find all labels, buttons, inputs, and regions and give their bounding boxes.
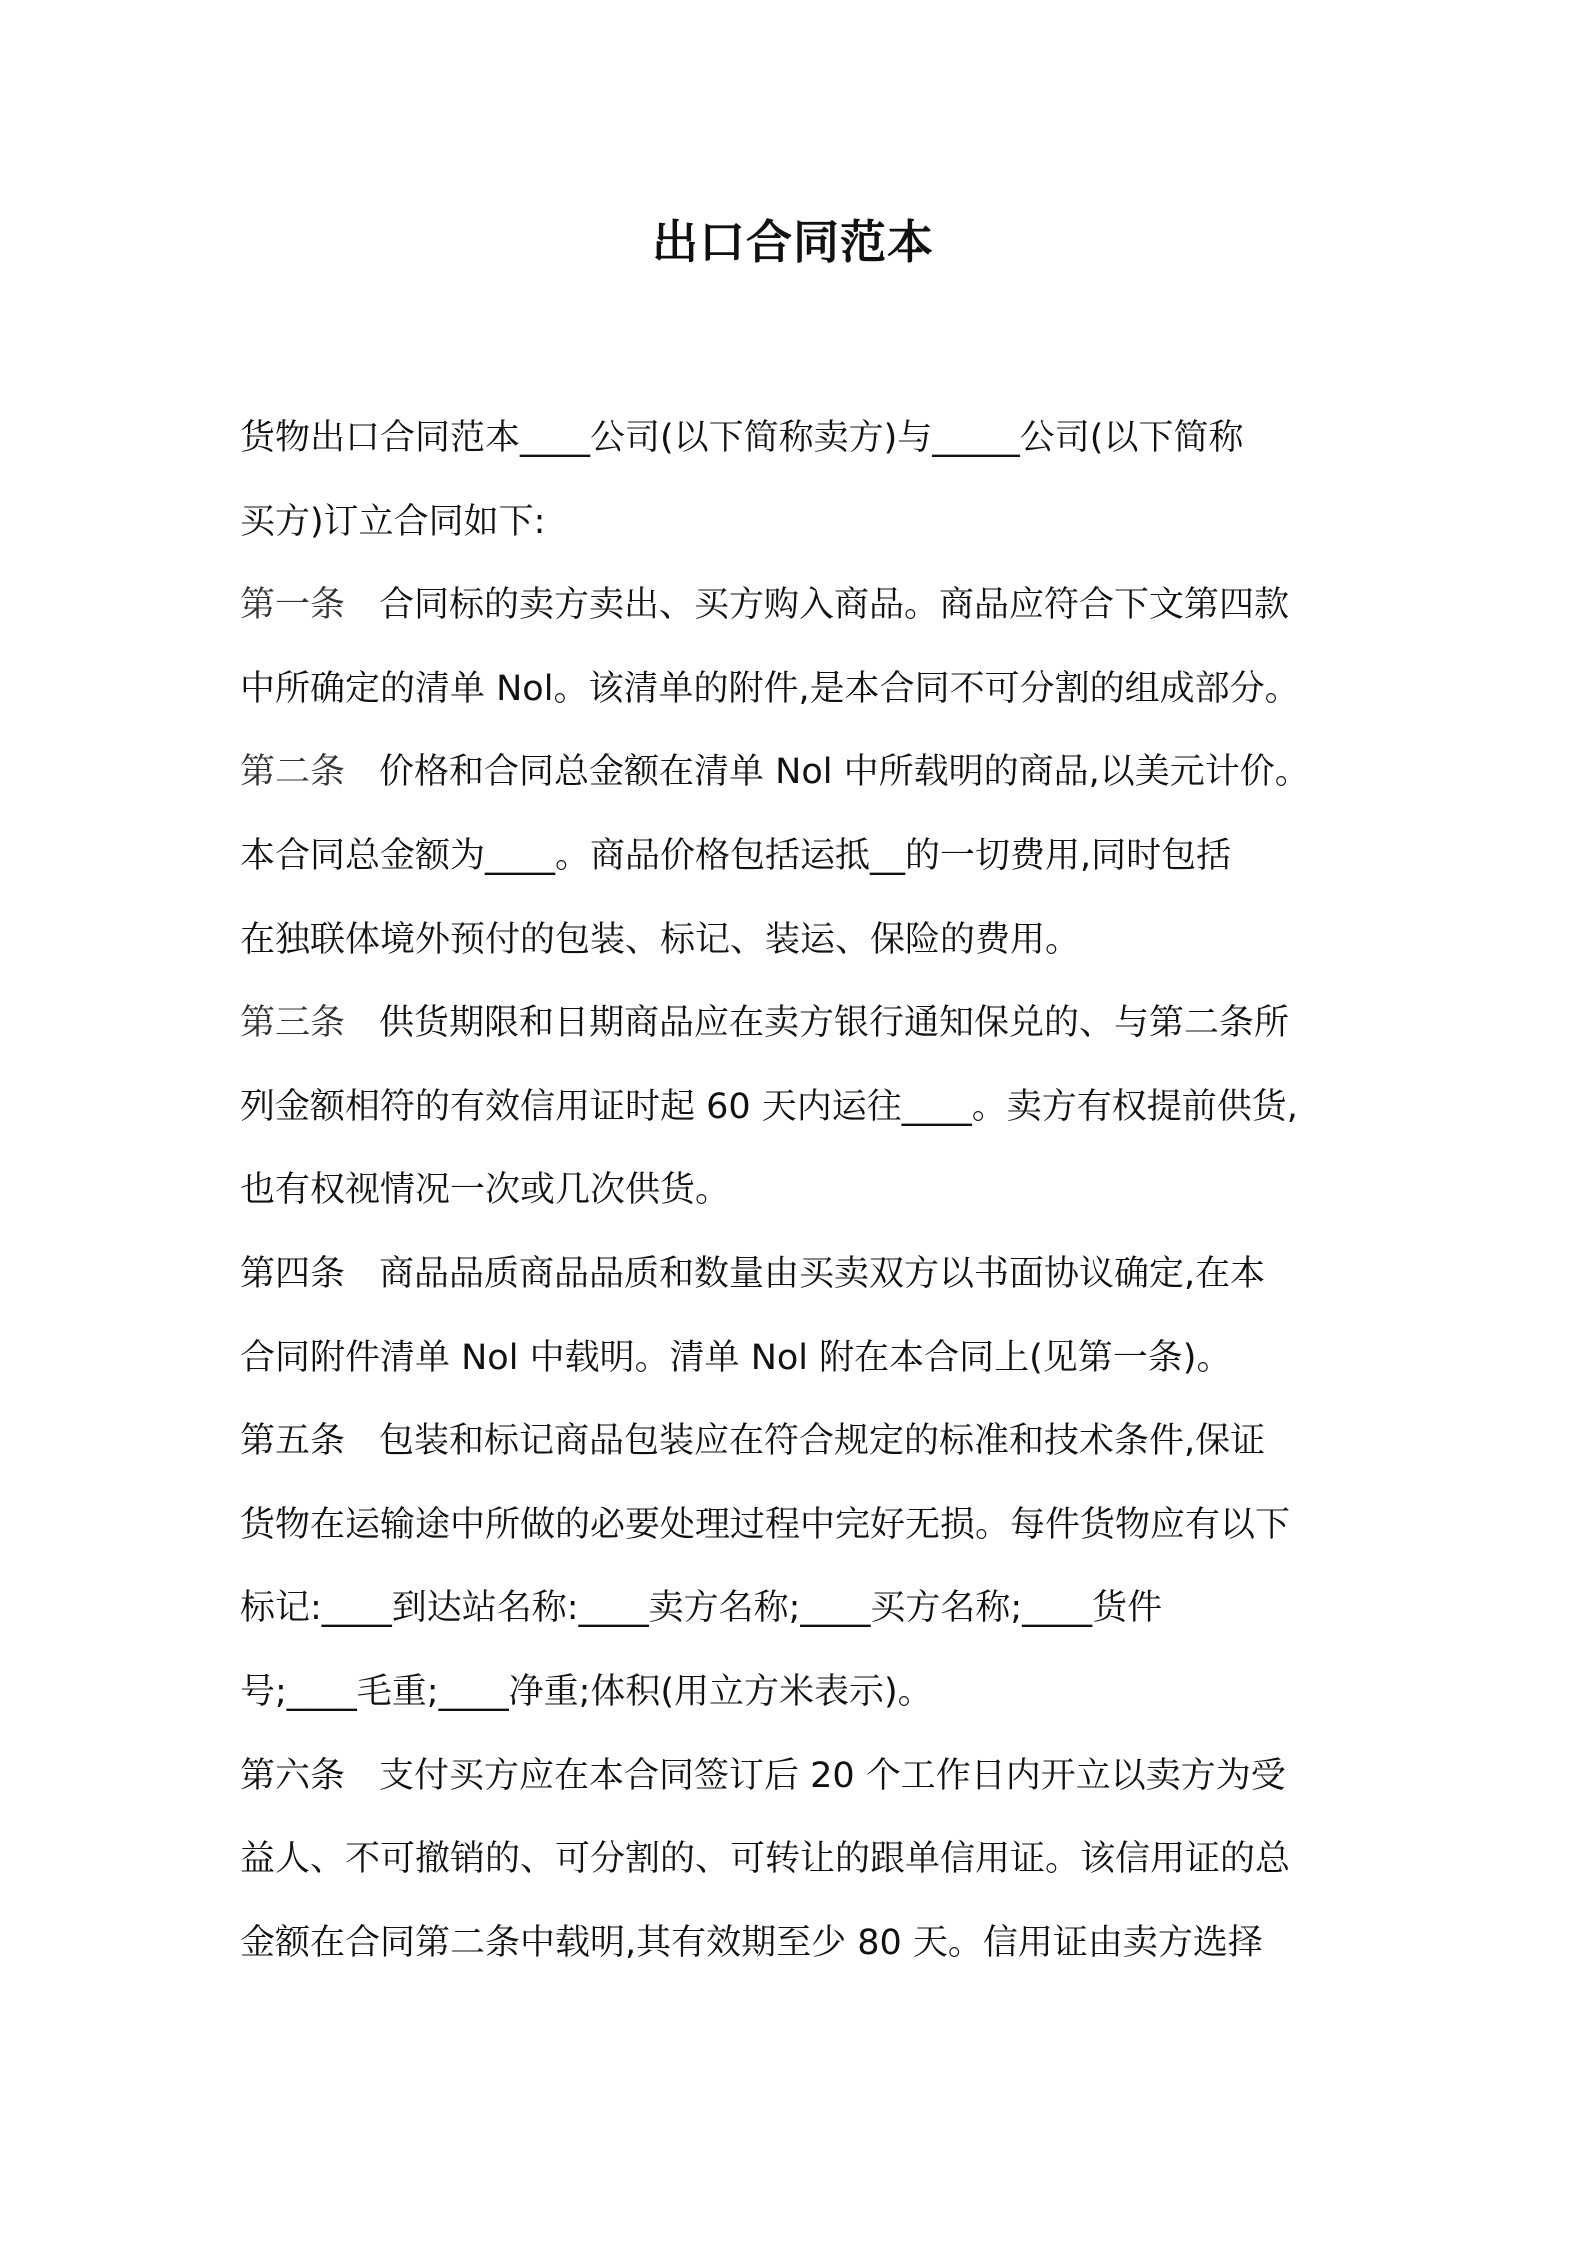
article-5-line <box>240 1406 1360 1490</box>
body-line <box>240 1824 1360 1908</box>
line-text: 金额在合同第二条中载明,其有效期至少 80 天。信用证由卖方选择 <box>240 1922 1263 1963</box>
line-text: 在独联体境外预付的包装、标记、装运、保险的费用。 <box>240 919 1081 960</box>
article-label: 第四条 <box>240 1253 346 1294</box>
body-line <box>240 654 1360 738</box>
article-1-line <box>240 570 1360 654</box>
article-label: 第三条 <box>240 1003 346 1044</box>
line-text: 买方)订立合同如下: <box>240 501 546 542</box>
body-line <box>240 1323 1360 1407</box>
body-line <box>240 905 1360 989</box>
line-text: 货物出口合同范本____公司(以下简称卖方)与_____公司(以下简称 <box>240 418 1244 458</box>
body-line <box>240 1573 1360 1657</box>
article-6-line <box>240 1741 1360 1825</box>
line-text: 供货期限和日期商品应在卖方银行通知保兑的、与第二条所 <box>379 1003 1290 1044</box>
article-2-line <box>240 737 1360 821</box>
body-line <box>240 1072 1360 1156</box>
document-title: 出口合同范本 <box>652 215 934 269</box>
line-text: 货物在运输途中所做的必要处理过程中完好无损。每件货物应有以下 <box>240 1504 1291 1545</box>
article-label: 第五条 <box>240 1421 346 1462</box>
document-body <box>240 403 1360 1991</box>
line-text: 价格和合同总金额在清单 Nol 中所载明的商品,以美元计价。 <box>379 752 1310 793</box>
body-line <box>240 403 1360 487</box>
article-label: 第一条 <box>240 585 346 626</box>
body-line <box>240 1155 1360 1239</box>
line-text: 支付买方应在本合同签订后 20 个工作日内开立以卖方为受 <box>379 1755 1286 1796</box>
line-text: 包装和标记商品包装应在符合规定的标准和技术条件,保证 <box>379 1421 1266 1462</box>
article-label: 第六条 <box>240 1755 346 1796</box>
body-line <box>240 1908 1360 1992</box>
article-3-line <box>240 988 1360 1072</box>
body-line <box>240 821 1360 905</box>
body-line <box>240 1657 1360 1741</box>
line-text: 益人、不可撤销的、可分割的、可转让的跟单信用证。该信用证的总 <box>240 1839 1291 1880</box>
body-line <box>240 1490 1360 1574</box>
line-text: 本合同总金额为____。商品价格包括运抵__的一切费用,同时包括 <box>240 835 1232 876</box>
line-text: 号;____毛重;____净重;体积(用立方米表示)。 <box>240 1671 933 1712</box>
article-4-line <box>240 1239 1360 1323</box>
line-text: 合同标的卖方卖出、买方购入商品。商品应符合下文第四款 <box>379 585 1290 626</box>
line-text: 也有权视情况一次或几次供货。 <box>240 1170 731 1211</box>
line-text: 中所确定的清单 Nol。该清单的附件,是本合同不可分割的组成部分。 <box>240 668 1300 709</box>
body-line <box>240 487 1360 571</box>
line-text: 商品品质商品品质和数量由买卖双方以书面协议确定,在本 <box>379 1253 1266 1294</box>
line-text: 标记:____到达站名称:____卖方名称;____买方名称;____货件 <box>240 1588 1163 1629</box>
article-label: 第二条 <box>240 752 346 793</box>
line-text: 合同附件清单 Nol 中载明。清单 Nol 附在本合同上(见第一条)。 <box>240 1337 1232 1378</box>
line-text: 列金额相符的有效信用证时起 60 天内运往____。卖方有权提前供货, <box>240 1086 1298 1127</box>
